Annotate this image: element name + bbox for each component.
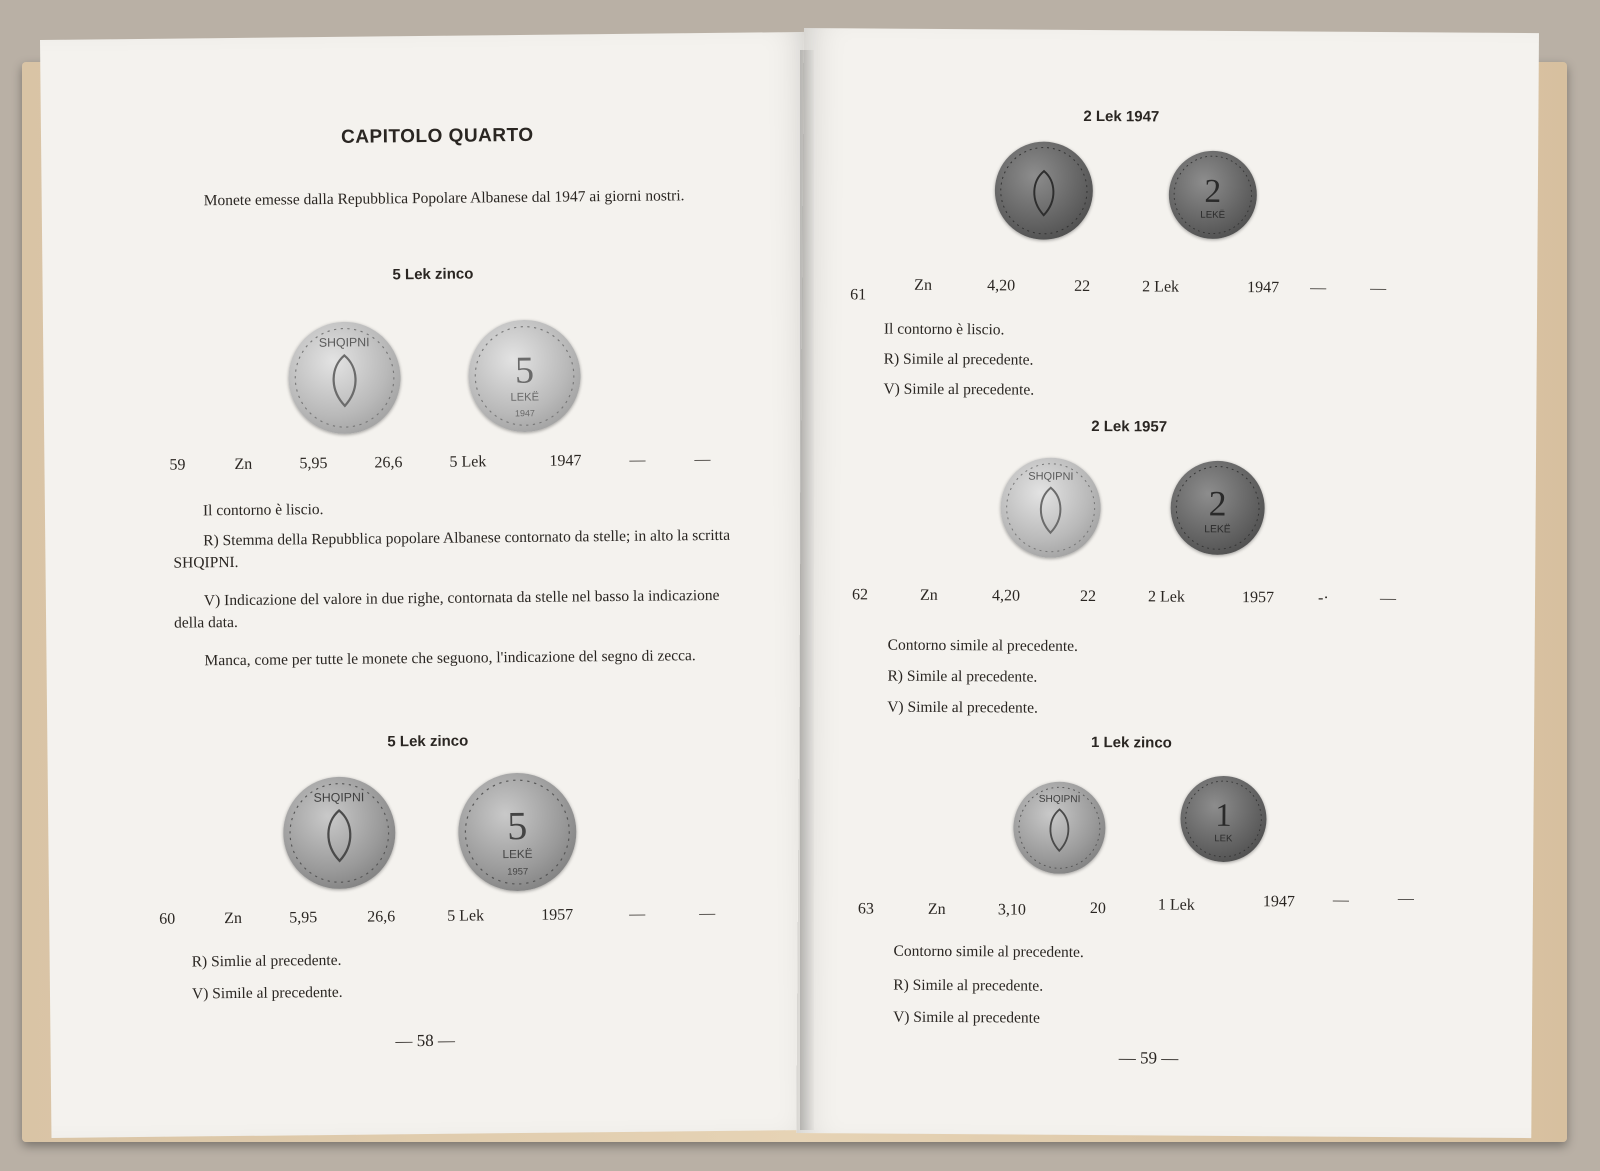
row-dash: -·	[1317, 589, 1329, 607]
note: V) Simile al precedente	[893, 1008, 1040, 1027]
row-metal: Zn	[927, 900, 946, 919]
row-number: 60	[159, 910, 176, 928]
catalog-row	[44, 450, 814, 480]
coin-reverse-image	[468, 319, 581, 432]
row-value: 5 Lek	[447, 907, 485, 925]
right-page	[796, 28, 1539, 1138]
coin-value: 5	[514, 349, 535, 392]
coin-unit: LEKË	[510, 391, 540, 404]
note: Il contorno è liscio.	[883, 320, 1005, 339]
note: Contorno simile al precedente.	[887, 636, 1078, 655]
coin-value: 5	[506, 803, 528, 849]
row-number: 61	[850, 286, 867, 304]
row-metal: Zn	[919, 586, 938, 604]
row-diameter: 26,6	[367, 908, 396, 926]
coin-legend: SHQIPNI	[1038, 793, 1081, 806]
row-dash: —	[1310, 279, 1327, 297]
page-number: — 59 —	[1118, 1048, 1179, 1068]
row-dash: —	[629, 451, 646, 469]
row-diameter: 22	[1079, 587, 1097, 606]
row-dash: —	[1397, 890, 1414, 908]
coin-legend: SHQIPNI	[313, 790, 365, 805]
row-year: 1947	[1247, 279, 1280, 297]
row-dash: —	[1379, 590, 1397, 608]
row-dash: —	[1332, 891, 1349, 909]
row-value: 2 Lek	[1142, 278, 1180, 296]
row-metal: Zn	[914, 276, 933, 294]
row-metal: Zn	[234, 455, 253, 473]
note: V) Simile al precedente.	[883, 380, 1035, 399]
row-year: 1957	[541, 906, 574, 924]
row-number: 63	[857, 900, 874, 918]
row-diameter: 20	[1089, 900, 1106, 918]
row-weight: 5,95	[289, 909, 318, 927]
note: Il contorno è liscio.	[202, 501, 324, 520]
book-gutter	[800, 50, 814, 1130]
coin-legend: SHQIPNI	[1028, 470, 1074, 483]
row-dash: —	[699, 904, 716, 923]
row-diameter: 26,6	[374, 454, 403, 472]
row-value: 5 Lek	[449, 453, 487, 471]
coin-obverse-image	[1013, 781, 1106, 874]
row-value: 2 Lek	[1147, 588, 1185, 606]
row-number: 62	[851, 586, 869, 604]
coin-obverse-image	[288, 321, 401, 434]
coin-legend: SHQIPNI	[318, 335, 370, 350]
row-dash: —	[1370, 279, 1387, 298]
note: R) Simlie al precedente.	[191, 951, 342, 971]
intro-paragraph: Monete emesse dalla Repubblica Popolare Albanese dal 1947 ai giorni nostri.	[203, 187, 685, 210]
coin-unit: LEKË	[502, 847, 533, 862]
catalog-row	[802, 276, 1537, 303]
coin-value: 2	[1208, 483, 1227, 524]
note: R) Stemma della Repubblica popolare Albanese contornato da stelle; in alto la scritta SHQIPNI.	[173, 526, 731, 572]
coin-year: 1947	[514, 408, 535, 419]
catalog-row	[49, 904, 819, 934]
coin-reverse-image	[458, 772, 577, 891]
row-value: 1 Lek	[1157, 896, 1195, 914]
coin-obverse-image	[995, 141, 1094, 240]
row-diameter: 22	[1074, 277, 1091, 296]
entry-heading: 2 Lek 1947	[1083, 107, 1160, 126]
coin-unit: LEKË	[1200, 209, 1226, 221]
note: R) Simile al precedente.	[893, 976, 1044, 995]
note: R) Simile al precedente.	[883, 350, 1034, 369]
row-year: 1947	[549, 452, 582, 470]
coin-year: 1957	[507, 865, 529, 877]
row-dash: —	[629, 905, 646, 923]
row-number: 59	[169, 456, 186, 474]
coin-unit: LEK	[1214, 833, 1233, 845]
coin-value: 1	[1215, 797, 1232, 834]
note: V) Simile al precedente.	[887, 698, 1038, 717]
row-weight: 5,95	[299, 455, 328, 473]
note: Manca, come per tutte le monete che seguono, l'indicazione del segno di zecca.	[204, 647, 696, 670]
catalog-row	[800, 586, 1535, 613]
note: V) Simile al precedente.	[191, 983, 343, 1003]
entry-heading: 2 Lek 1957	[1091, 418, 1168, 436]
row-year: 1957	[1241, 589, 1275, 607]
left-page	[40, 32, 821, 1138]
catalog-row	[798, 890, 1533, 921]
row-weight: 3,10	[997, 901, 1026, 919]
row-dash: —	[694, 451, 711, 469]
row-year: 1947	[1262, 893, 1295, 911]
chapter-title: CAPITOLO QUARTO	[340, 124, 534, 148]
row-weight: 4,20	[991, 587, 1021, 605]
coin-obverse-image	[283, 776, 396, 889]
coin-reverse-image	[1180, 776, 1267, 863]
note: V) Indicazione del valore in due righe, contornata da stelle nel basso la indicazione della data.	[174, 586, 720, 632]
coin-value: 2	[1204, 172, 1222, 210]
entry-heading: 5 Lek zinco	[392, 265, 474, 284]
coin-obverse-image	[1000, 457, 1101, 558]
note: R) Simile al precedente.	[887, 667, 1038, 686]
note: Contorno simile al precedente.	[893, 942, 1084, 961]
row-weight: 4,20	[987, 277, 1016, 295]
coin-reverse-image	[1170, 461, 1265, 556]
row-metal: Zn	[224, 909, 243, 928]
page-number: — 58 —	[395, 1030, 456, 1051]
coin-reverse-image	[1169, 151, 1258, 240]
coin-unit: LEKË	[1204, 524, 1231, 536]
entry-heading: 5 Lek zinco	[387, 732, 469, 751]
entry-heading: 1 Lek zinco	[1090, 734, 1172, 752]
